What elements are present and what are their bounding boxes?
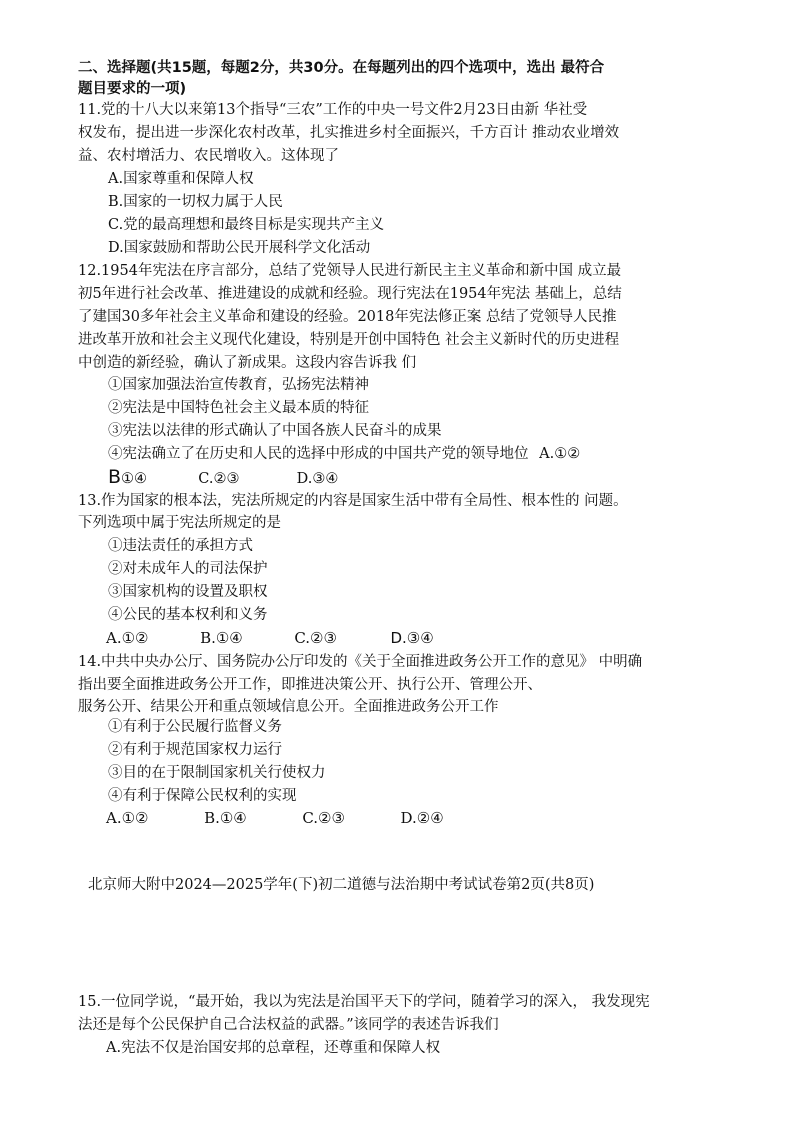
q12-options-row bbox=[108, 467, 338, 489]
q11-stem-line2: 权发布，提出进一步深化农村改革，扎实推进乡村全面振兴，千方百计 推动农业增效 bbox=[78, 125, 620, 141]
q15-stem-line1: 15.一位同学说，“最开始，我以为宪法是治国平天下的学问，随着学习的深入， 我发现宪 bbox=[78, 994, 650, 1010]
q13-statement-1: ①违法责任的承担方式 bbox=[108, 538, 253, 554]
q12-statement-4: ④宪法确立了在历史和人民的选择中形成的中国共产党的领导地位 bbox=[108, 446, 529, 462]
q13-option-b: B.①④ bbox=[200, 629, 243, 647]
q12-stem-line1: 12.1954年宪法在序言部分，总结了党领导人民进行新民主主义革命和新中国 成立最 bbox=[78, 263, 622, 279]
q12-option-d: D.③④ bbox=[296, 471, 339, 487]
q15-option-a: A.宪法不仅是治国安邦的总章程，还尊重和保障人权 bbox=[106, 1040, 441, 1056]
q13-statement-2: ②对未成年人的司法保护 bbox=[108, 561, 268, 577]
q13-stem-line2: 下列选项中属于宪法所规定的是 bbox=[78, 515, 281, 531]
q11-option-a: A.国家尊重和保障人权 bbox=[108, 171, 254, 187]
q12-option-b-rest: ①④ bbox=[121, 471, 148, 487]
q14-statement-4: ④有利于保障公民权利的实现 bbox=[108, 788, 297, 804]
q14-stem-line2: 指出要全面推进政务公开工作，即推进决策公开、执行公开、管理公开、 bbox=[78, 677, 542, 693]
q15-stem-line2: 法还是每个公民保护自己合法权益的武器。”该同学的表述告诉我们 bbox=[78, 1017, 499, 1033]
q11-stem-line3: 益、农村增活力、农民增收入。这体现了 bbox=[78, 148, 339, 164]
q14-option-a: A.①② bbox=[106, 809, 149, 827]
q12-option-a: A.①② bbox=[539, 446, 581, 462]
q14-option-d: D.②④ bbox=[400, 809, 444, 827]
q13-options-row bbox=[106, 628, 434, 648]
q13-option-c: C.②③ bbox=[294, 629, 337, 647]
q13-statement-4: ④公民的基本权利和义务 bbox=[108, 607, 268, 623]
section-header-line2: 题目要求的一项) bbox=[78, 81, 187, 97]
q12-stem-line5: 中创造的新经验，确认了新成果。这段内容告诉我 们 bbox=[78, 355, 417, 371]
q14-statement-3: ③目的在于限制国家机关行使权力 bbox=[108, 765, 326, 781]
q12-option-c: C.②③ bbox=[198, 471, 240, 487]
q14-option-b: B.①④ bbox=[204, 809, 247, 827]
q11-option-d: D.国家鼓励和帮助公民开展科学文化活动 bbox=[108, 240, 371, 256]
q12-statement-4-row bbox=[108, 444, 580, 464]
q12-stem-line3: 了建国30多年社会主义革命和建设的经验。2018年宪法修正案 总结了党领导人民推 bbox=[78, 309, 617, 325]
q12-statement-3: ③宪法以法律的形式确认了中国各族人民奋斗的成果 bbox=[108, 423, 442, 439]
page-footer: 北京师大附中2024—2025学年(下)初二道德与法治期中考试试卷第2页(共8页) bbox=[88, 877, 595, 893]
q13-statement-3: ③国家机构的设置及职权 bbox=[108, 584, 268, 600]
q12-option-b-letter: B bbox=[108, 466, 122, 488]
q13-stem-line1: 13.作为国家的根本法，宪法所规定的内容是国家生活中带有全局性、根本性的 问题。 bbox=[78, 493, 628, 509]
section-header-line1: 二、选择题(共15题，每题2分，共30分。在每题列出的四个选项中，选出 最符合 bbox=[78, 60, 605, 76]
q14-stem-line1: 14.中共中央办公厅、国务院办公厅印发的《关于全面推进政务公开工作的意见》 中明确 bbox=[78, 654, 643, 670]
q13-option-d: D.③④ bbox=[390, 629, 434, 647]
q14-options-row bbox=[106, 808, 444, 828]
q12-stem-line4: 进改革开放和社会主义现代化建设，特别是开创中国特色 社会主义新时代的历史进程 bbox=[78, 332, 620, 348]
q11-stem-line1: 11.党的十八大以来第13个指导“三农”工作的中央一号文件2月23日由新 华社受 bbox=[78, 102, 588, 118]
q12-stem-line2: 初5年进行社会改革、推进建设的成就和经验。现行宪法在1954年宪法 基础上，总结 bbox=[78, 286, 622, 302]
q12-statement-1: ①国家加强法治宣传教育，弘扬宪法精神 bbox=[108, 377, 369, 393]
q12-statement-2: ②宪法是中国特色社会主义最本质的特征 bbox=[108, 400, 369, 416]
q11-option-b: B.国家的一切权力属于人民 bbox=[108, 194, 283, 210]
q13-option-a: A.①② bbox=[106, 629, 149, 647]
q14-stem-line3: 服务公开、结果公开和重点领域信息公开。全面推进政务公开工作 bbox=[78, 699, 499, 715]
q14-statement-1: ①有利于公民履行监督义务 bbox=[108, 719, 282, 735]
q11-option-c: C.党的最高理想和最终目标是实现共产主义 bbox=[108, 217, 385, 233]
q14-option-c: C.②③ bbox=[302, 809, 345, 827]
q14-statement-2: ②有利于规范国家权力运行 bbox=[108, 742, 282, 758]
